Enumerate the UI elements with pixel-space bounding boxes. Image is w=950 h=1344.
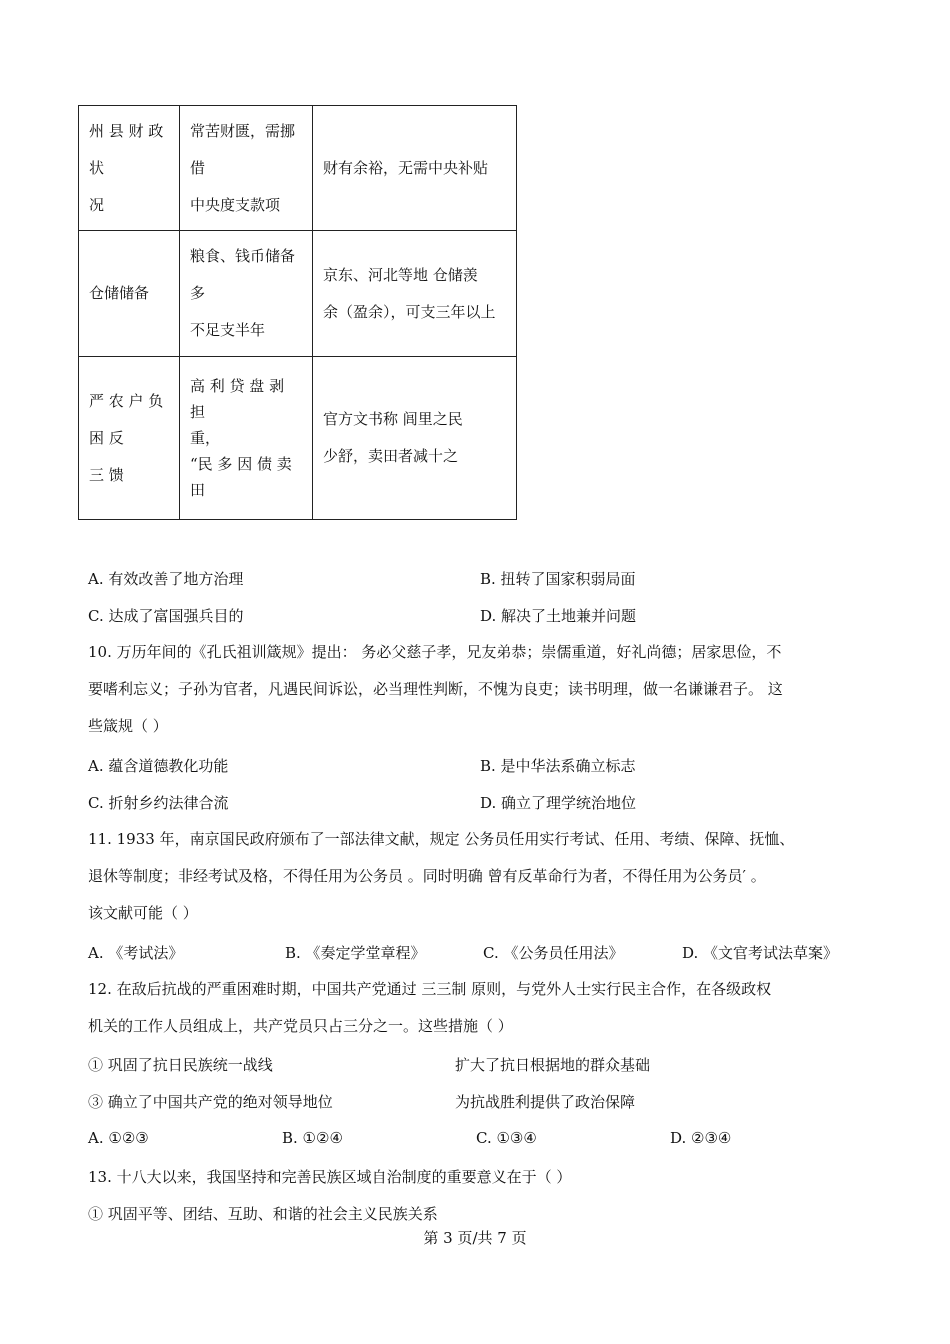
cell-line: 困 反 — [89, 428, 124, 447]
cell-line: 中央度支款项 — [190, 195, 281, 214]
cell-line: 严 农 户 负 — [89, 391, 164, 410]
cell-line: 多 — [190, 284, 206, 302]
q13-stem: 13. 十八大以来，我国坚持和完善民族区域自治制度的重要意义在于（ ） — [88, 1168, 572, 1186]
table-cell — [180, 106, 313, 231]
q9-option-a[interactable]: A. 有效改善了地方治理 — [88, 570, 244, 588]
q11-option-b[interactable]: B. 《奏定学堂章程》 — [285, 944, 426, 962]
q11-stem-line: 该文献可能（ ） — [88, 904, 198, 922]
cell-line: 京东、河北等地 仓储羡 — [323, 265, 478, 284]
cell-line: 粮食、钱币储备 — [190, 247, 296, 265]
q9-option-b[interactable]: B. 扭转了国家积弱局面 — [480, 570, 636, 588]
q12-stem-line: 机关的工作人员组成上，共产党员只占三分之一。这些措施（ ） — [88, 1017, 513, 1035]
q12-option-b[interactable]: B. ①②④ — [282, 1129, 343, 1147]
table-cell — [313, 231, 517, 357]
table-cell — [180, 231, 313, 357]
q11-stem-line: 11. 1933 年，南京国民政府颁布了一部法律文献，规定 公务员任用实行考试、任用、考绩、保障、抚恤、 — [88, 830, 795, 848]
table-cell — [79, 106, 180, 231]
cell-line: 不足支半年 — [190, 321, 266, 339]
table-cell — [313, 106, 517, 231]
q10-stem — [88, 634, 868, 745]
q10-option-c[interactable]: C. 折射乡约法律合流 — [88, 794, 229, 812]
q11-stem-line: 退休等制度；非经考试及格，不得任用为公务员 。同时明确 曾有反革命行为者，不得任用为公务员′ 。 — [88, 867, 766, 885]
comparison-table — [78, 105, 517, 520]
cell-line: 三 馈 — [89, 465, 124, 484]
q10-stem-line: 些箴规（ ） — [88, 717, 168, 735]
q11-stem — [88, 821, 868, 932]
cell-line: 担 — [190, 403, 206, 421]
cell-line: 少舒，卖田者减十之 — [323, 447, 459, 465]
q12-stem — [88, 971, 868, 1045]
q10-stem-line: 要嗜利忘义；子孙为官者，凡遇民间诉讼，必当理性判断，不愧为良吏；读书明理，做一名谦谦君子。 这 — [88, 680, 783, 698]
table-row — [79, 106, 517, 231]
q11-option-d[interactable]: D. 《文官考试法草案》 — [682, 944, 839, 962]
cell-line: 余（盈余），可支三年以上 — [323, 302, 496, 321]
table-row — [79, 231, 517, 357]
q12-item-1: ① 巩固了抗日民族统一战线 — [88, 1056, 273, 1074]
q10-option-d[interactable]: D. 确立了理学统治地位 — [480, 794, 637, 812]
q12-option-d[interactable]: D. ②③④ — [670, 1129, 732, 1147]
cell-line: 田 — [190, 481, 206, 499]
table-cell — [79, 231, 180, 357]
q12-item-2: 扩大了抗日根据地的群众基础 — [455, 1056, 651, 1074]
q12-item-4: 为抗战胜利提供了政治保障 — [455, 1093, 636, 1111]
cell-line: 况 — [89, 195, 105, 214]
q10-option-a[interactable]: A. 蕴含道德教化功能 — [88, 757, 229, 775]
table-row — [79, 357, 517, 520]
cell-line: 高 利 贷 盘 剥 — [190, 377, 285, 395]
q13-item-1: ① 巩固平等、团结、互助、和谐的社会主义民族关系 — [88, 1205, 438, 1223]
cell-line: 仓储储备 — [89, 284, 150, 302]
table-cell — [79, 357, 180, 520]
cell-line: 借 — [190, 158, 206, 177]
q12-stem-line: 12. 在敌后抗战的严重困难时期，中国共产党通过 三三制 原则，与党外人士实行民主合作，在各级政权 — [88, 980, 772, 998]
cell-line: “民 多 因 债 卖 — [190, 455, 292, 473]
q10-stem-line: 10. 万历年间的《孔氏祖训箴规》提出： 务必父慈子孝，兄友弟恭；崇儒重道，好礼尚德；居家思俭，不 — [88, 643, 782, 661]
cell-line: 财有余裕，无需中央补贴 — [323, 158, 489, 177]
cell-line: 常苦财匮，需挪 — [190, 121, 296, 140]
page-number: 第 3 页/共 7 页 — [423, 1229, 527, 1247]
q12-option-c[interactable]: C. ①③④ — [476, 1129, 537, 1147]
cell-line: 州 县 财 政 — [89, 121, 164, 140]
q11-option-c[interactable]: C. 《公务员任用法》 — [483, 944, 624, 962]
q9-option-c[interactable]: C. 达成了富国强兵目的 — [88, 607, 244, 625]
table-cell — [180, 357, 313, 520]
q12-option-a[interactable]: A. ①②③ — [88, 1129, 149, 1147]
cell-line: 状 — [89, 158, 105, 177]
cell-line: 官方文书称 闾里之民 — [323, 410, 463, 428]
q11-option-a[interactable]: A. 《考试法》 — [88, 944, 184, 962]
q12-item-3: ③ 确立了中国共产党的绝对领导地位 — [88, 1093, 333, 1111]
table-cell — [313, 357, 517, 520]
q9-option-d[interactable]: D. 解决了土地兼并问题 — [480, 607, 637, 625]
q10-option-b[interactable]: B. 是中华法系确立标志 — [480, 757, 636, 775]
cell-line: 重， — [190, 429, 221, 447]
